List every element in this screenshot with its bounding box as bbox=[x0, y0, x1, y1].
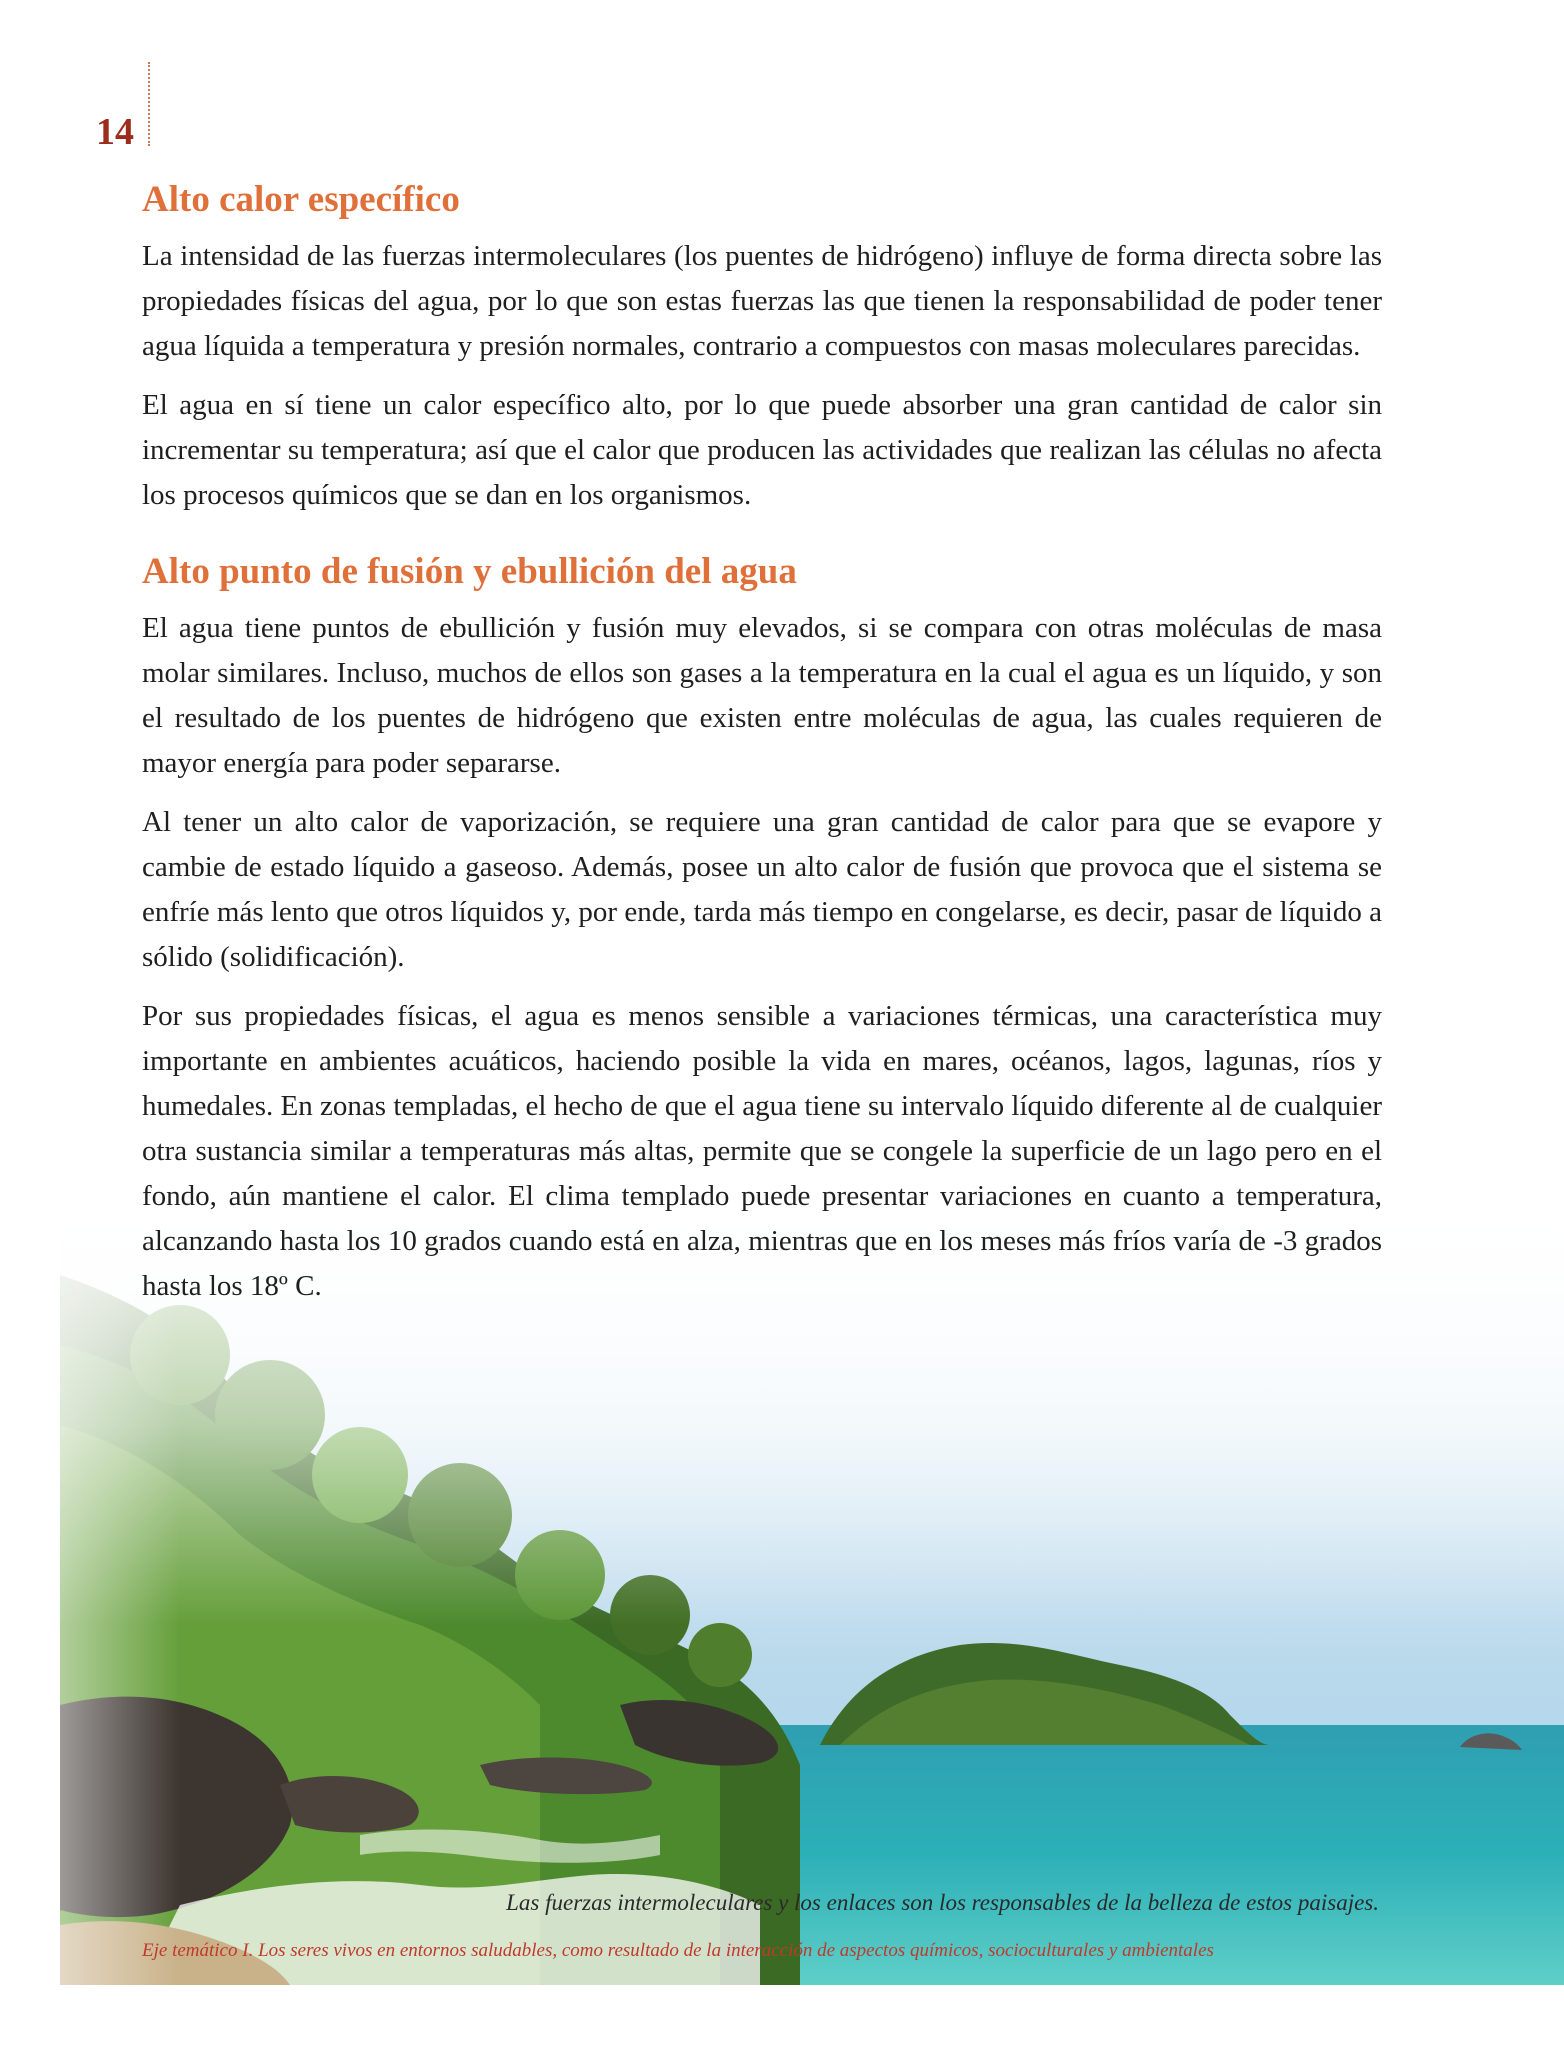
section-paragraph: Por sus propiedades físicas, el agua es menos sensible a variaciones térmicas, una característica muy importante en ambientes acuáticos, haciendo posible la vida en mares, océanos, lagos, lagunas, ríos y humedales. En zonas templadas, el hecho de que el agua tiene su intervalo líquido diferente al de cualquier otra sustancia similar a temperaturas más altas, permite que se congele la superficie de un lago pero en el fondo, aún mantiene el calor. El clima templado puede presentar variaciones en cuanto a temperatura, alcanzando hasta los 10 grados cuando está en alza, mientras que en los meses más fríos varía de -3 grados hasta los 18º C. bbox=[142, 1000, 1382, 1302]
image-caption: Las fuerzas intermoleculares y los enlaces son los responsables de la belleza de estos paisajes. bbox=[506, 1890, 1379, 1915]
page-footer: Eje temático I. Los seres vivos en entornos saludables, como resultado de la interacción de aspectos químicos, socioculturales y ambientales bbox=[142, 1940, 1214, 1961]
section-paragraph: El agua en sí tiene un calor específico alto, por lo que puede absorber una gran cantidad de calor sin incrementar su temperatura; así que el calor que producen las actividades que realizan las células no afecta los procesos químicos que se dan en los organismos. bbox=[142, 389, 1382, 511]
section-heading: Alto calor específico bbox=[142, 179, 460, 220]
section-paragraph: Al tener un alto calor de vaporización, se requiere una gran cantidad de calor para que se evapore y cambie de estado líquido a gaseoso. Además, posee un alto calor de fusión que provoca que el sistema se enfríe más lento que otros líquidos y, por ende, tarda más tiempo en congelarse, es decir, pasar de líquido a sólido (solidificación). bbox=[142, 806, 1382, 973]
main-content bbox=[142, 176, 1382, 1323]
page-number: 14 bbox=[96, 111, 134, 153]
page-number-rule bbox=[148, 62, 150, 146]
section-paragraph: El agua tiene puntos de ebullición y fusión muy elevados, si se compara con otras moléculas de masa molar similares. Incluso, muchos de ellos son gases a la temperatura en la cual el agua es un líquido, y son el resultado de los puentes de hidrógeno que existen entre moléculas de agua, las cuales requieren de mayor energía para poder separarse. bbox=[142, 612, 1382, 779]
section-heading: Alto punto de fusión y ebullición del agua bbox=[142, 551, 797, 592]
section-paragraph: La intensidad de las fuerzas intermoleculares (los puentes de hidrógeno) influye de forma directa sobre las propiedades físicas del agua, por lo que son estas fuerzas las que tienen la responsabilidad de poder tener agua líquida a temperatura y presión normales, contrario a compuestos con masas moleculares parecidas. bbox=[142, 240, 1382, 362]
